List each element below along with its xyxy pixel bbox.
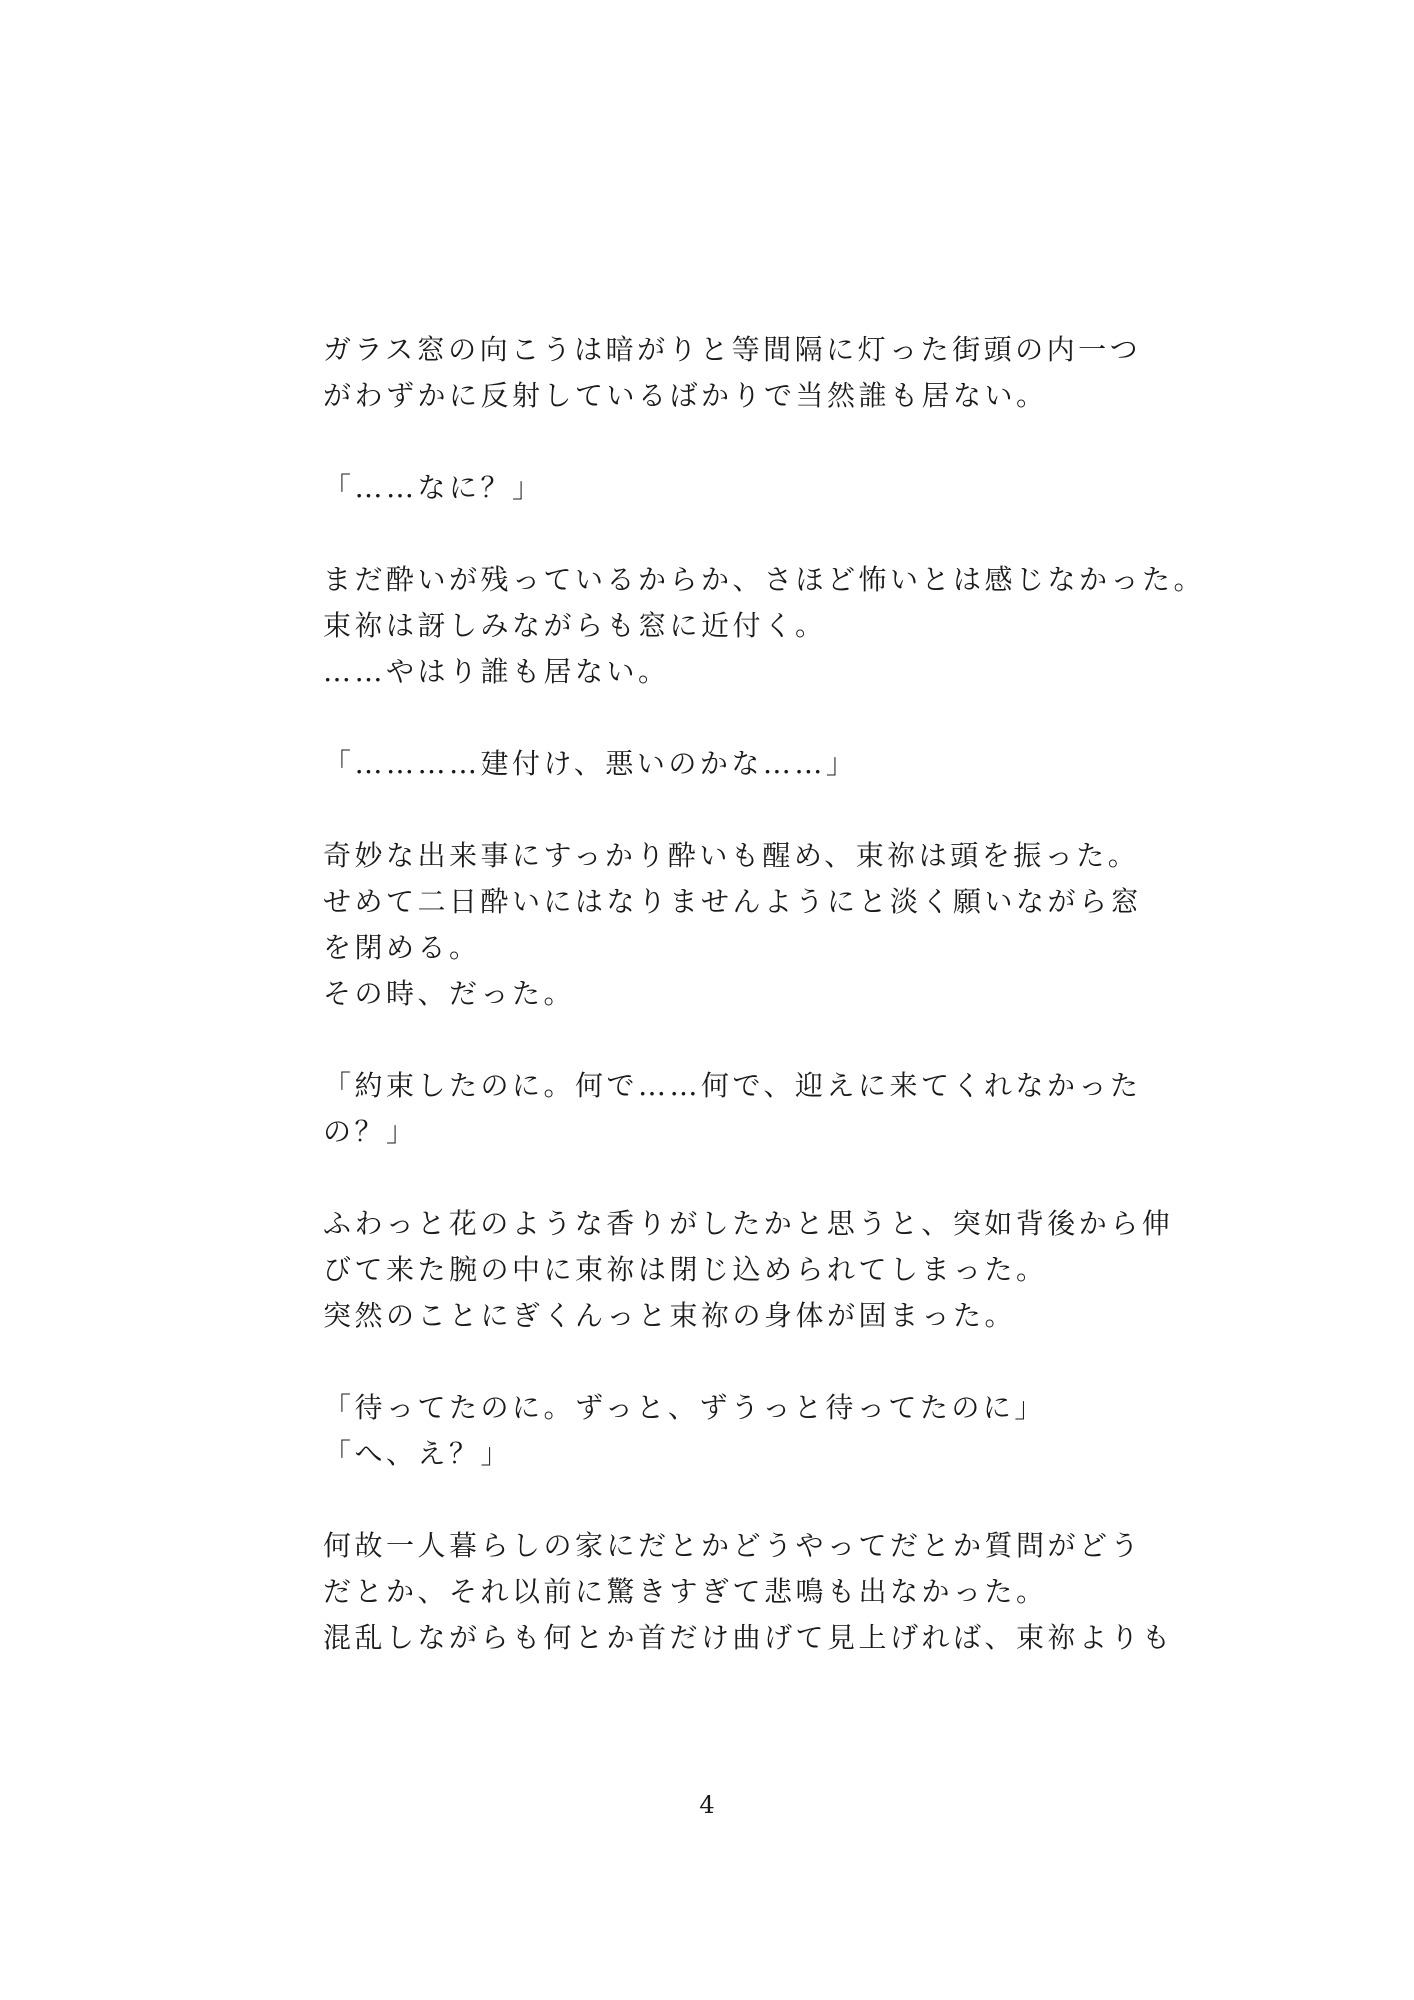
text-line: 「…………建付け、悪いのかな……」 (323, 747, 858, 780)
page-number: 4 (699, 1791, 715, 1819)
blank-line (323, 1017, 1123, 1063)
text-line: 束祢は訝しみながらも窓に近付く。 (323, 609, 827, 642)
text-line: ……やはり誰も居ない。 (323, 655, 670, 688)
text-line: まだ酔いが残っているからか、さほど怖いとは感じなかった。 (323, 563, 1206, 596)
text-line: 奇妙な出来事にすっかり酔いも醒め、束祢は頭を振った。 (323, 839, 1140, 872)
blank-line (323, 1477, 1123, 1523)
blank-line (323, 787, 1123, 833)
text-line: がわずかに反射しているばかりで当然誰も居ない。 (323, 379, 1048, 412)
text-line: 「待ってたのに。ずっと、ずうっと待ってたのに」 (323, 1391, 1046, 1424)
body-text (323, 327, 1206, 1661)
text-line: びて来た腕の中に束祢は閉じ込められてしまった。 (323, 1253, 1048, 1286)
blank-line (323, 419, 1123, 465)
text-line: 「……なに？」 (323, 471, 544, 504)
text-line: ふわっと花のような香りがしたかと思うと、突如背後から伸 (323, 1207, 1174, 1240)
text-line: その時、だった。 (323, 977, 576, 1010)
text-line: 突然のことにぎくんっと束祢の身体が固まった。 (323, 1299, 1017, 1332)
text-line: せめて二日酔いにはなりませんようにと淡く願いながら窓 (323, 885, 1143, 918)
text-line: ガラス窓の向こうは暗がりと等間隔に灯った街頭の内一つ (323, 333, 1142, 366)
blank-line (323, 1155, 1123, 1201)
text-line: を閉める。 (323, 931, 481, 964)
blank-line (323, 695, 1123, 741)
text-line: の？」 (323, 1115, 418, 1148)
text-line: 「へ、え？」 (323, 1437, 513, 1470)
text-line: 何故一人暮らしの家にだとかどうやってだとか質問がどう (323, 1529, 1143, 1562)
text-line: だとか、それ以前に驚きすぎて悲鳴も出なかった。 (323, 1575, 1048, 1608)
blank-line (323, 511, 1123, 557)
text-line: 混乱しながらも何とか首だけ曲げて見上げれば、束祢よりも (323, 1621, 1174, 1654)
text-line: 「約束したのに。何で……何で、迎えに来てくれなかった (323, 1069, 1142, 1102)
blank-line (323, 1339, 1123, 1385)
